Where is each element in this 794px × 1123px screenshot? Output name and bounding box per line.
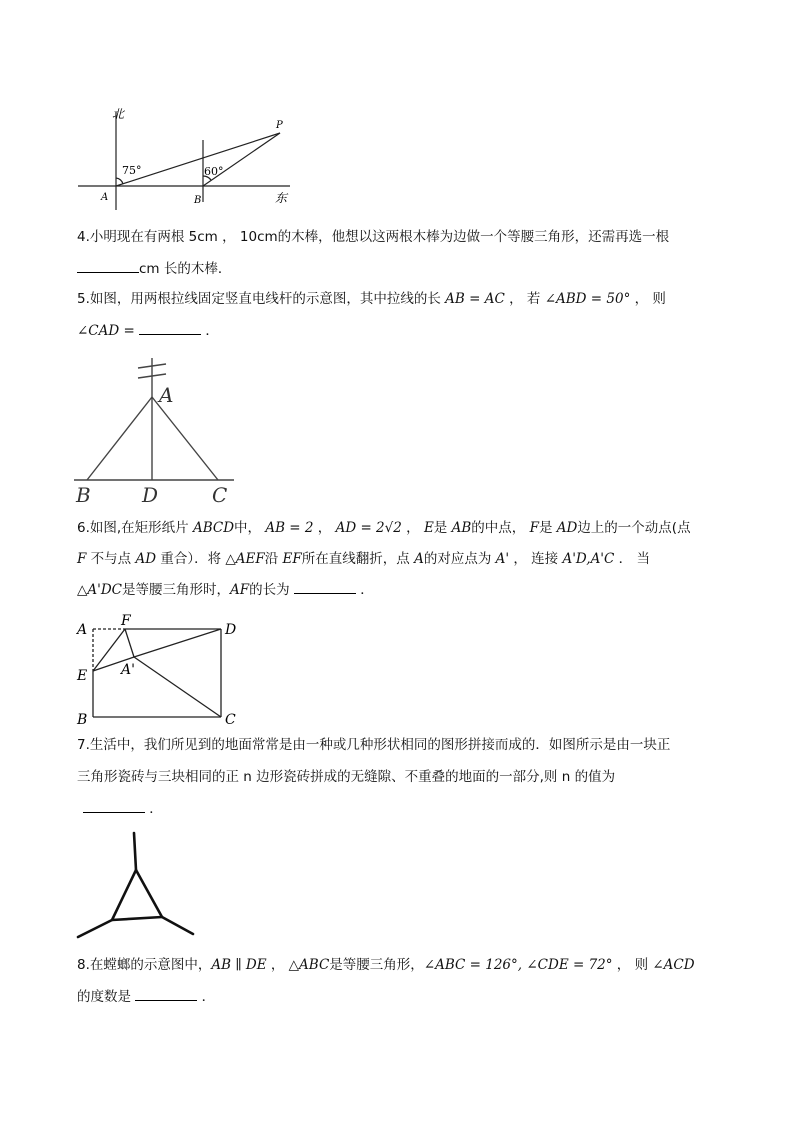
pole-c-label: C — [212, 483, 228, 507]
edge-left — [78, 920, 112, 937]
q6-line-1: 6.如图,在矩形纸片 ABCD中， AB = 2 ， AD = 2√2 ， E是 AB的中点， F是 AD边上的一个动点(点 — [77, 520, 691, 536]
q7-line-1: 7.生活中，我们所见到的地面常常是由一种或几种形状相同的图形拼接而成的．如图所示是由一块正 — [77, 737, 671, 753]
q5-line-2: ∠CAD = ． — [77, 323, 219, 339]
wire-ab — [87, 397, 152, 480]
q5-line-1: 5.如图，用两根拉线固定竖直电线杆的示意图，其中拉线的长 AB = AC ， 若 ∠ABD = 50° ， 则 — [77, 291, 666, 307]
angle-75-label: 75° — [122, 164, 142, 177]
rect-b-label: B — [77, 712, 88, 728]
bearing-figure — [70, 100, 310, 212]
segment-ap — [116, 133, 280, 186]
segment-bp — [203, 133, 280, 186]
segment-fa-prime — [125, 629, 134, 657]
q4-line-2: cm 长的木棒． — [77, 259, 231, 279]
q7-line-2: 三角形瓷砖与三块相同的正 n 边形瓷砖拼成的无缝隙、不重叠的地面的一部分,则 n 的值为 — [77, 769, 616, 785]
edge-top — [134, 833, 136, 870]
point-a-label: A — [101, 192, 109, 203]
segment-a-prime-c — [134, 657, 221, 717]
rect-e-label: E — [77, 668, 88, 684]
rect-a-label: A — [77, 622, 88, 638]
q4-answer-blank[interactable] — [77, 260, 139, 273]
rect-c-label: C — [225, 712, 236, 728]
segment-a-prime-d — [134, 629, 221, 657]
wire-ac — [152, 397, 218, 480]
rect-a-prime-label: A' — [121, 662, 135, 678]
equilateral-triangle — [112, 870, 162, 920]
north-label: 北 — [112, 107, 125, 121]
tile-figure — [74, 830, 224, 942]
angle-60-label: 60° — [204, 165, 224, 178]
east-label: 东 — [275, 191, 288, 205]
rectangle-figure — [74, 610, 244, 728]
q6-answer-blank[interactable] — [294, 581, 356, 594]
q7-answer-blank[interactable] — [83, 800, 145, 813]
q8-line-1: 8.在螳螂的示意图中，AB ∥ DE ， △ABC是等腰三角形，∠ABC = 126°, ∠CDE = 72° ， 则 ∠ACD — [77, 957, 695, 973]
pole-figure — [72, 352, 242, 508]
q6-line-2: F 不与点 AD 重合）．将 △AEF沿 EF所在直线翻折，点 A的对应点为 A' ， 连接 A'D,A'C ． 当 — [77, 551, 650, 567]
q7-line-3: ． — [83, 799, 163, 819]
pole-d-label: D — [142, 483, 159, 507]
point-p-label: P — [276, 120, 283, 131]
q8-line-2: 的度数是 ． — [77, 989, 216, 1005]
rect-d-label: D — [225, 622, 237, 638]
edge-right — [162, 917, 193, 934]
q6-line-3: △A'DC是等腰三角形时，AF的长为 ． — [77, 582, 374, 598]
q4-line-1: 4.小明现在有两根 5cm ， 10cm的木棒，他想以这两根木棒为边做一个等腰三角形，还需再选一根 — [77, 229, 670, 245]
q5-answer-blank[interactable] — [139, 322, 201, 335]
pole-a-label: A — [159, 383, 174, 407]
pole-b-label: B — [76, 483, 91, 507]
rect-f-label: F — [121, 613, 131, 629]
point-b-label: B — [194, 195, 202, 206]
q8-answer-blank[interactable] — [135, 988, 197, 1001]
